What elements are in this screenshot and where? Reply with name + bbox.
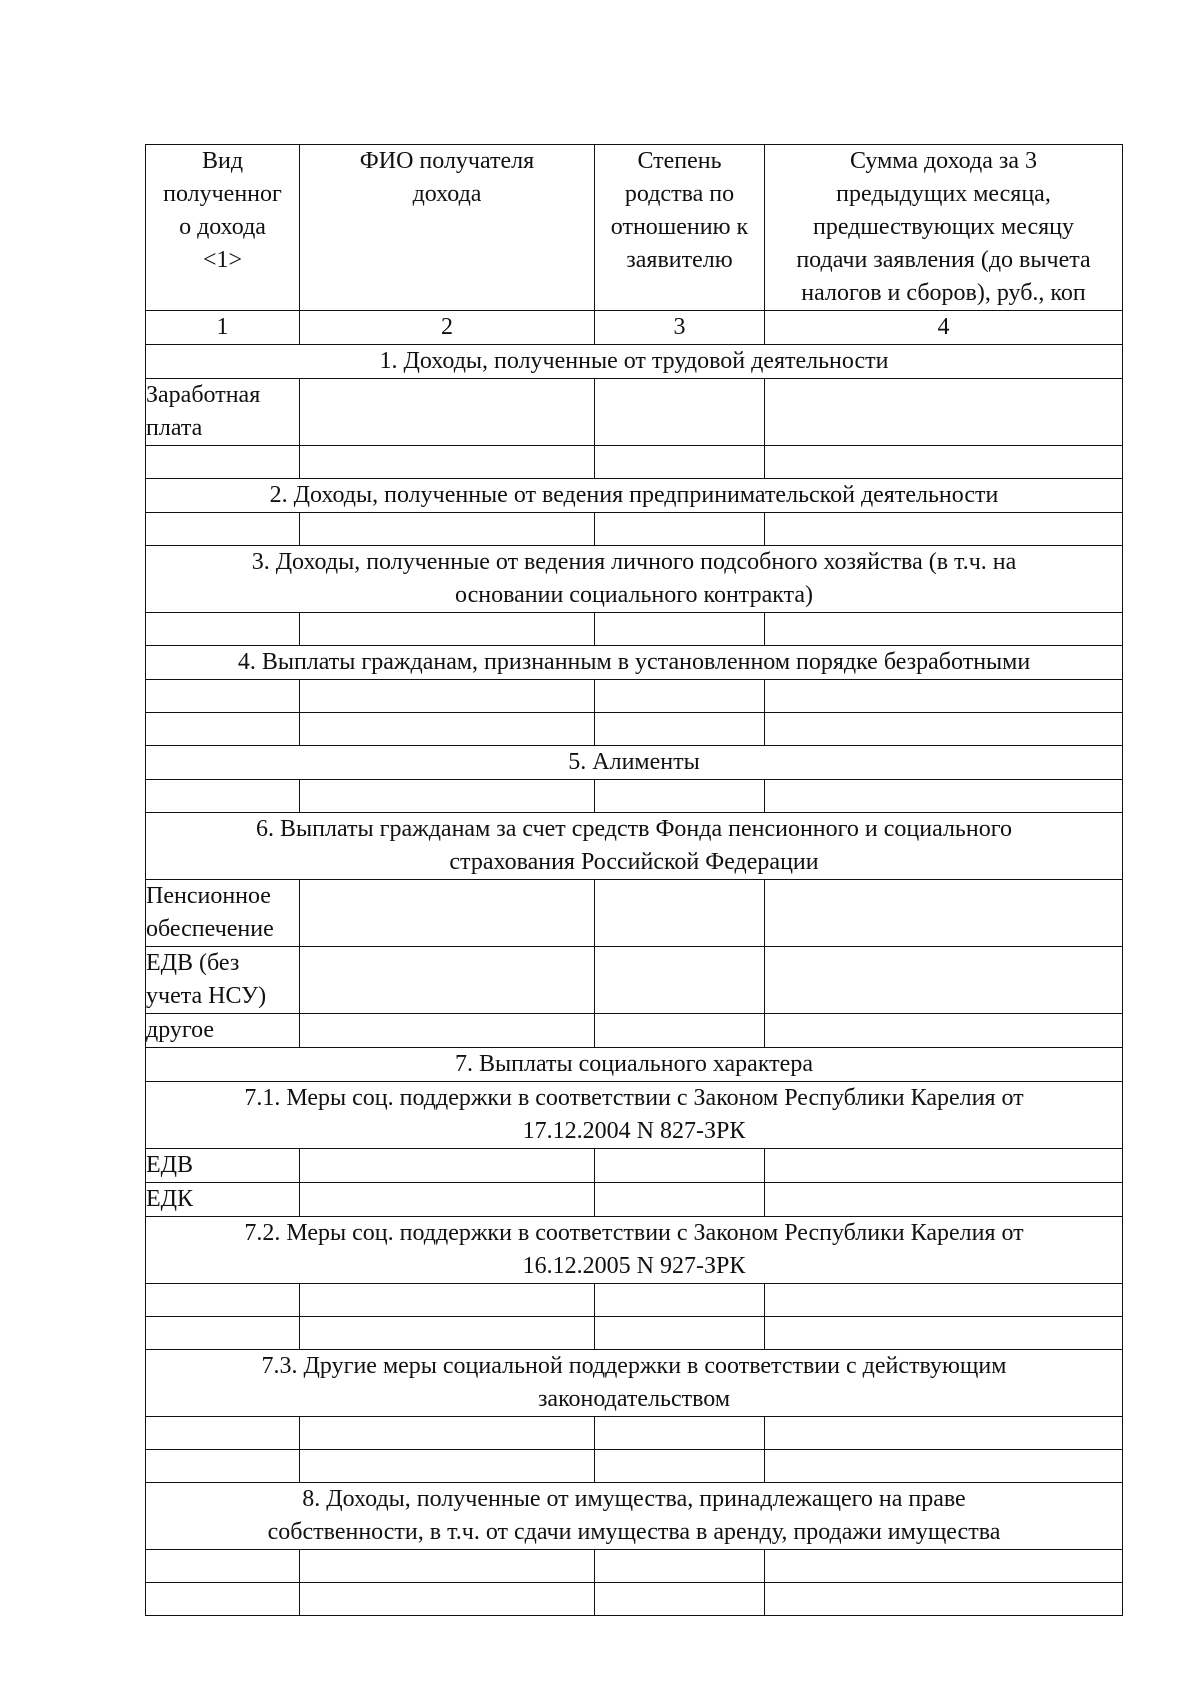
empty-cell[interactable] — [595, 947, 765, 1014]
empty-cell[interactable] — [595, 680, 765, 713]
header-kinship: Степень родства по отношению к заявителю — [595, 145, 765, 311]
empty-cell[interactable] — [300, 1417, 595, 1450]
empty-cell[interactable] — [765, 1583, 1123, 1616]
section-title-1: 1. Доходы, полученные от трудовой деятельности — [146, 345, 1123, 379]
table-row — [146, 680, 1123, 713]
table-row — [146, 947, 1123, 1014]
section-title-8: 8. Доходы, полученные от имущества, принадлежащего на праве собственности, в т.ч. от сдачи имущества в аренду, продажи имущества — [146, 1483, 1123, 1550]
section-title-5: 5. Алименты — [146, 746, 1123, 780]
income-type-cell: Заработная плата — [146, 379, 300, 446]
empty-cell[interactable] — [146, 1450, 300, 1483]
section-row — [146, 1483, 1123, 1550]
empty-cell[interactable] — [765, 1450, 1123, 1483]
income-type-cell: Пенсионное обеспечение — [146, 880, 300, 947]
table-row — [146, 1417, 1123, 1450]
empty-cell[interactable] — [300, 1550, 595, 1583]
income-type-cell: ЕДВ — [146, 1149, 300, 1183]
empty-cell[interactable] — [146, 680, 300, 713]
table-row — [146, 1284, 1123, 1317]
empty-cell[interactable] — [146, 1284, 300, 1317]
empty-cell[interactable] — [595, 513, 765, 546]
empty-cell[interactable] — [595, 713, 765, 746]
section-title-6: 6. Выплаты гражданам за счет средств Фонда пенсионного и социального страхования Российской Федерации — [146, 813, 1123, 880]
empty-cell[interactable] — [146, 1317, 300, 1350]
empty-cell[interactable] — [300, 613, 595, 646]
header-recipient-name: ФИО получателя дохода — [300, 145, 595, 311]
section-title-7-1: 7.1. Меры соц. поддержки в соответствии с Законом Республики Карелия от 17.12.2004 N 827-ЗРК — [146, 1082, 1123, 1149]
empty-cell[interactable] — [765, 1284, 1123, 1317]
income-table — [145, 144, 1123, 1616]
section-row — [146, 1217, 1123, 1284]
income-type-cell: другое — [146, 1014, 300, 1048]
empty-cell[interactable] — [146, 1583, 300, 1616]
section-row — [146, 546, 1123, 613]
table-row — [146, 1317, 1123, 1350]
empty-cell[interactable] — [595, 1284, 765, 1317]
section-row — [146, 813, 1123, 880]
section-row — [146, 646, 1123, 680]
empty-cell[interactable] — [765, 680, 1123, 713]
empty-cell[interactable] — [595, 880, 765, 947]
empty-cell[interactable] — [765, 446, 1123, 479]
section-title-4: 4. Выплаты гражданам, признанным в установленном порядке безработными — [146, 646, 1123, 680]
table-row — [146, 1149, 1123, 1183]
table-row — [146, 1183, 1123, 1217]
empty-cell[interactable] — [146, 513, 300, 546]
table-row — [146, 780, 1123, 813]
section-row — [146, 345, 1123, 379]
empty-cell[interactable] — [300, 780, 595, 813]
table-row — [146, 1583, 1123, 1616]
header-row — [146, 145, 1123, 311]
section-row — [146, 746, 1123, 780]
section-title-7-2: 7.2. Меры соц. поддержки в соответствии с Законом Республики Карелия от 16.12.2005 N 927-ЗРК — [146, 1217, 1123, 1284]
empty-cell[interactable] — [595, 1149, 765, 1183]
empty-cell[interactable] — [146, 613, 300, 646]
column-number: 1 — [146, 311, 300, 345]
empty-cell[interactable] — [146, 780, 300, 813]
empty-cell[interactable] — [300, 1014, 595, 1048]
empty-cell[interactable] — [595, 780, 765, 813]
table-row — [146, 446, 1123, 479]
section-title-3: 3. Доходы, полученные от ведения личного подсобного хозяйства (в т.ч. на основании социального контракта) — [146, 546, 1123, 613]
empty-cell[interactable] — [595, 1450, 765, 1483]
empty-cell[interactable] — [765, 780, 1123, 813]
empty-cell[interactable] — [765, 713, 1123, 746]
empty-cell[interactable] — [300, 947, 595, 1014]
table-row — [146, 1014, 1123, 1048]
income-type-cell: ЕДВ (без учета НСУ) — [146, 947, 300, 1014]
empty-cell[interactable] — [765, 1317, 1123, 1350]
empty-cell[interactable] — [300, 1317, 595, 1350]
empty-cell[interactable] — [765, 1149, 1123, 1183]
column-number: 2 — [300, 311, 595, 345]
empty-cell[interactable] — [765, 379, 1123, 446]
section-title-7: 7. Выплаты социального характера — [146, 1048, 1123, 1082]
table-row — [146, 379, 1123, 446]
empty-cell[interactable] — [595, 1550, 765, 1583]
empty-cell[interactable] — [146, 1417, 300, 1450]
empty-cell[interactable] — [765, 1417, 1123, 1450]
section-row — [146, 1082, 1123, 1149]
section-row — [146, 1350, 1123, 1417]
section-title-7-3: 7.3. Другие меры социальной поддержки в соответствии с действующим законодательством — [146, 1350, 1123, 1417]
empty-cell[interactable] — [595, 1014, 765, 1048]
table-row — [146, 1450, 1123, 1483]
header-income-type: Вид полученног о дохода <1> — [146, 145, 300, 311]
empty-cell[interactable] — [765, 1550, 1123, 1583]
empty-cell[interactable] — [595, 446, 765, 479]
empty-cell[interactable] — [300, 1183, 595, 1217]
empty-cell[interactable] — [595, 1183, 765, 1217]
header-income-sum: Сумма дохода за 3 предыдущих месяца, предшествующих месяцу подачи заявления (до вычета налогов и сборов), руб., коп — [765, 145, 1123, 311]
table-row — [146, 1550, 1123, 1583]
column-number: 4 — [765, 311, 1123, 345]
empty-cell[interactable] — [595, 1583, 765, 1616]
empty-cell[interactable] — [300, 1149, 595, 1183]
empty-cell[interactable] — [300, 1450, 595, 1483]
empty-cell[interactable] — [300, 680, 595, 713]
empty-cell[interactable] — [595, 379, 765, 446]
empty-cell[interactable] — [595, 1317, 765, 1350]
empty-cell[interactable] — [300, 713, 595, 746]
empty-cell[interactable] — [300, 880, 595, 947]
empty-cell[interactable] — [765, 1014, 1123, 1048]
empty-cell[interactable] — [300, 1583, 595, 1616]
section-row — [146, 479, 1123, 513]
empty-cell[interactable] — [765, 947, 1123, 1014]
section-title-2: 2. Доходы, полученные от ведения предпринимательской деятельности — [146, 479, 1123, 513]
table-row — [146, 713, 1123, 746]
empty-cell[interactable] — [595, 1417, 765, 1450]
empty-cell[interactable] — [300, 379, 595, 446]
empty-cell[interactable] — [765, 1183, 1123, 1217]
table-row — [146, 880, 1123, 947]
empty-cell[interactable] — [300, 513, 595, 546]
empty-cell[interactable] — [765, 613, 1123, 646]
empty-cell[interactable] — [595, 613, 765, 646]
section-row — [146, 1048, 1123, 1082]
empty-cell[interactable] — [146, 446, 300, 479]
empty-cell[interactable] — [146, 1550, 300, 1583]
column-number: 3 — [595, 311, 765, 345]
empty-cell[interactable] — [300, 446, 595, 479]
empty-cell[interactable] — [146, 713, 300, 746]
table-row — [146, 613, 1123, 646]
table-row — [146, 513, 1123, 546]
empty-cell[interactable] — [300, 1284, 595, 1317]
income-type-cell: ЕДК — [146, 1183, 300, 1217]
empty-cell[interactable] — [765, 513, 1123, 546]
column-numbers-row — [146, 311, 1123, 345]
empty-cell[interactable] — [765, 880, 1123, 947]
